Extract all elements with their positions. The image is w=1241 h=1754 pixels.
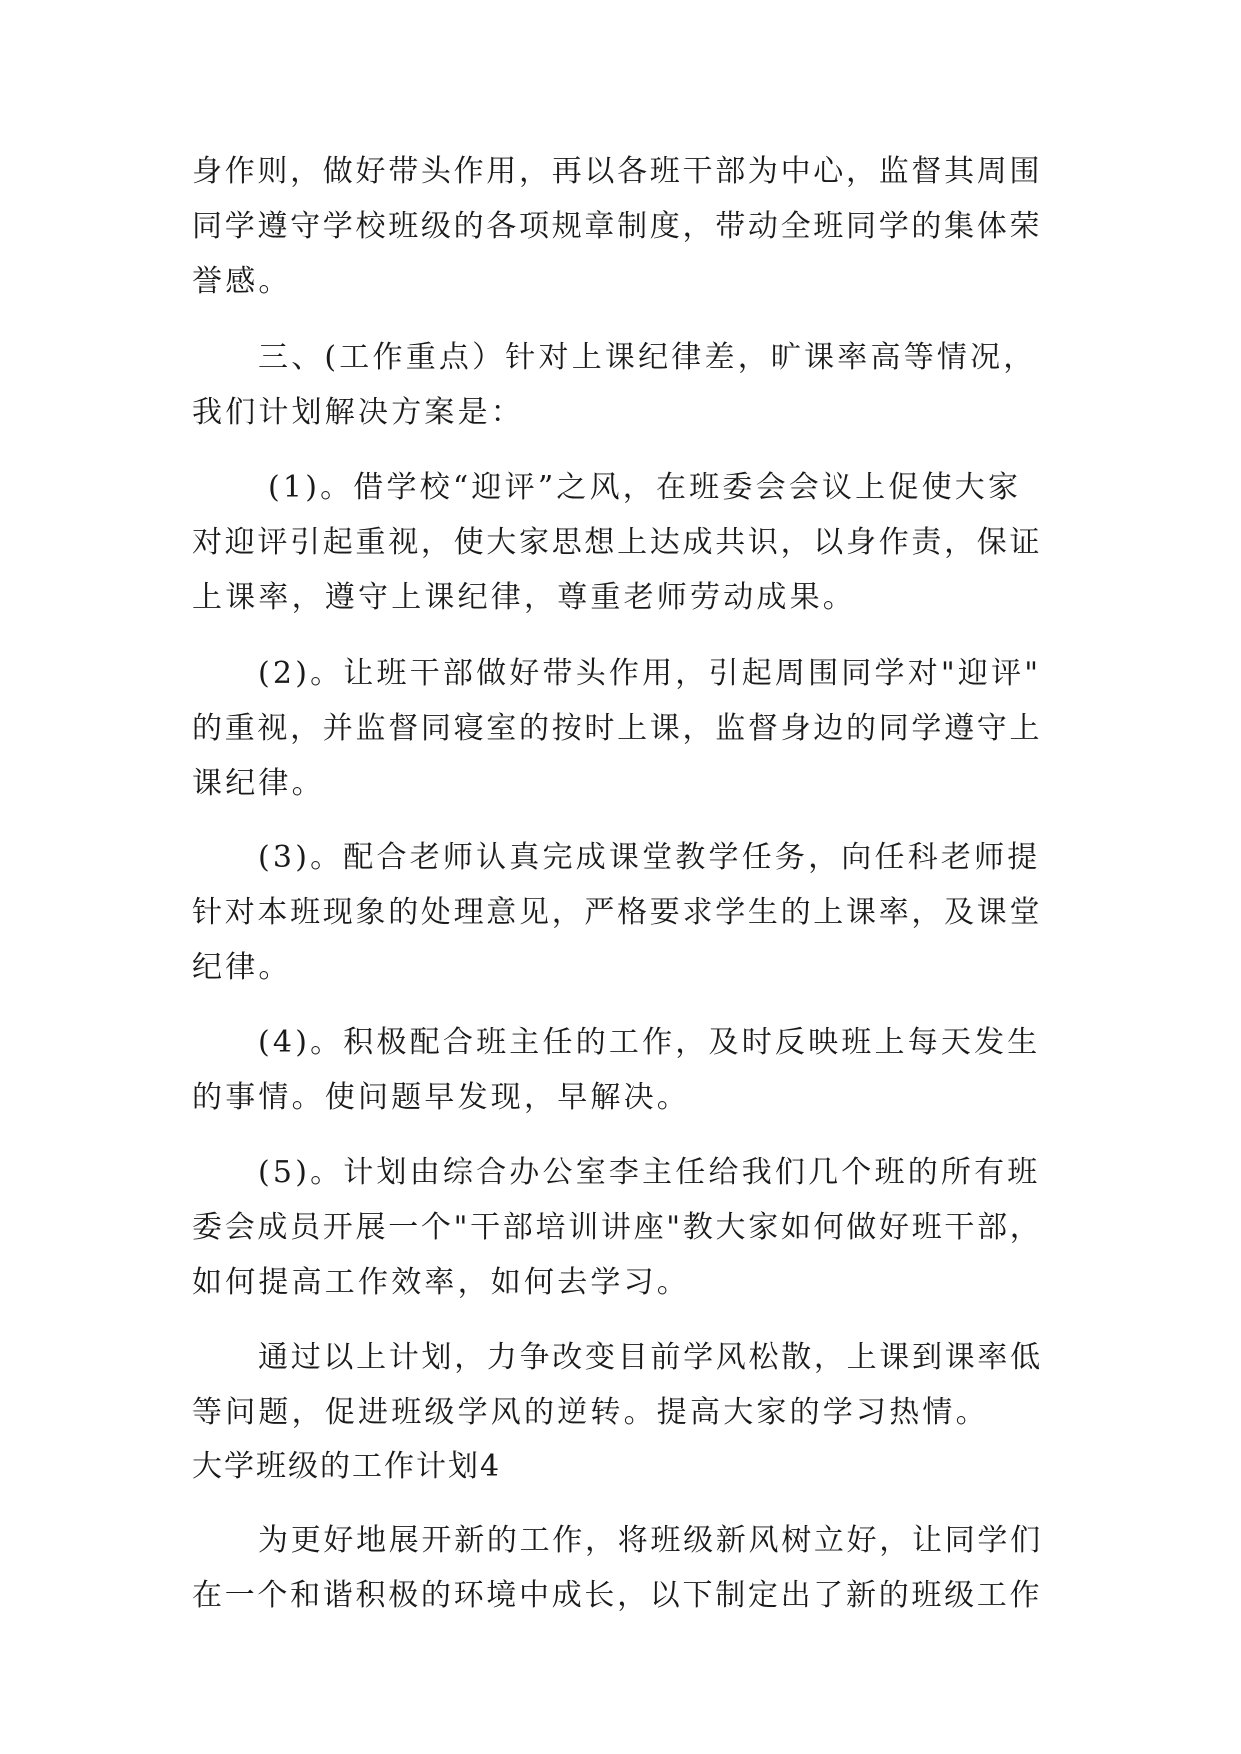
text-line: (3)。配合老师认真完成课堂教学任务，向任科老师提 bbox=[258, 840, 1041, 875]
text-line: 的事情。使问题早发现，早解决。 bbox=[192, 1080, 690, 1115]
text-line: 三、(工作重点）针对上课纪律差，旷课率高等情况， bbox=[258, 340, 1037, 375]
text-line: 在一个和谐积极的环境中成长，以下制定出了新的班级工作 bbox=[192, 1578, 1043, 1613]
text-line: 誉感。 bbox=[192, 264, 292, 299]
text-line: 针对本班现象的处理意见，严格要求学生的上课率，及课堂 bbox=[192, 895, 1043, 930]
text-line: 纪律。 bbox=[192, 950, 292, 985]
text-line: 如何提高工作效率，如何去学习。 bbox=[192, 1265, 690, 1300]
text-line: 我们计划解决方案是： bbox=[192, 395, 524, 430]
text-line: 对迎评引起重视，使大家思想上达成共识，以身作责，保证 bbox=[192, 525, 1043, 560]
text-line: 委会成员开展一个"干部培训讲座"教大家如何做好班干部， bbox=[192, 1210, 1043, 1245]
text-line: 通过以上计划，力争改变目前学风松散，上课到课率低 bbox=[258, 1340, 1043, 1375]
text-line: 同学遵守学校班级的各项规章制度，带动全班同学的集体荣 bbox=[192, 209, 1043, 244]
text-line: (1)。借学校“迎评”之风，在班委会会议上促使大家 bbox=[268, 470, 1022, 505]
text-line: 的重视，并监督同寝室的按时上课，监督身边的同学遵守上 bbox=[192, 711, 1043, 746]
text-line: 课纪律。 bbox=[192, 766, 325, 801]
section-heading: 大学班级的工作计划4 bbox=[192, 1449, 502, 1484]
text-line: 身作则，做好带头作用，再以各班干部为中心，监督其周围 bbox=[192, 154, 1043, 189]
text-line: 上课率，遵守上课纪律，尊重老师劳动成果。 bbox=[192, 580, 856, 615]
text-line: 等问题，促进班级学风的逆转。提高大家的学习热情。 bbox=[192, 1395, 989, 1430]
text-line: (2)。让班干部做好带头作用，引起周围同学对"迎评" bbox=[258, 656, 1042, 691]
text-line: (5)。计划由综合办公室李主任给我们几个班的所有班 bbox=[258, 1155, 1041, 1190]
text-line: (4)。积极配合班主任的工作，及时反映班上每天发生 bbox=[258, 1025, 1041, 1060]
text-line: 为更好地展开新的工作，将班级新风树立好，让同学们 bbox=[258, 1523, 1043, 1558]
